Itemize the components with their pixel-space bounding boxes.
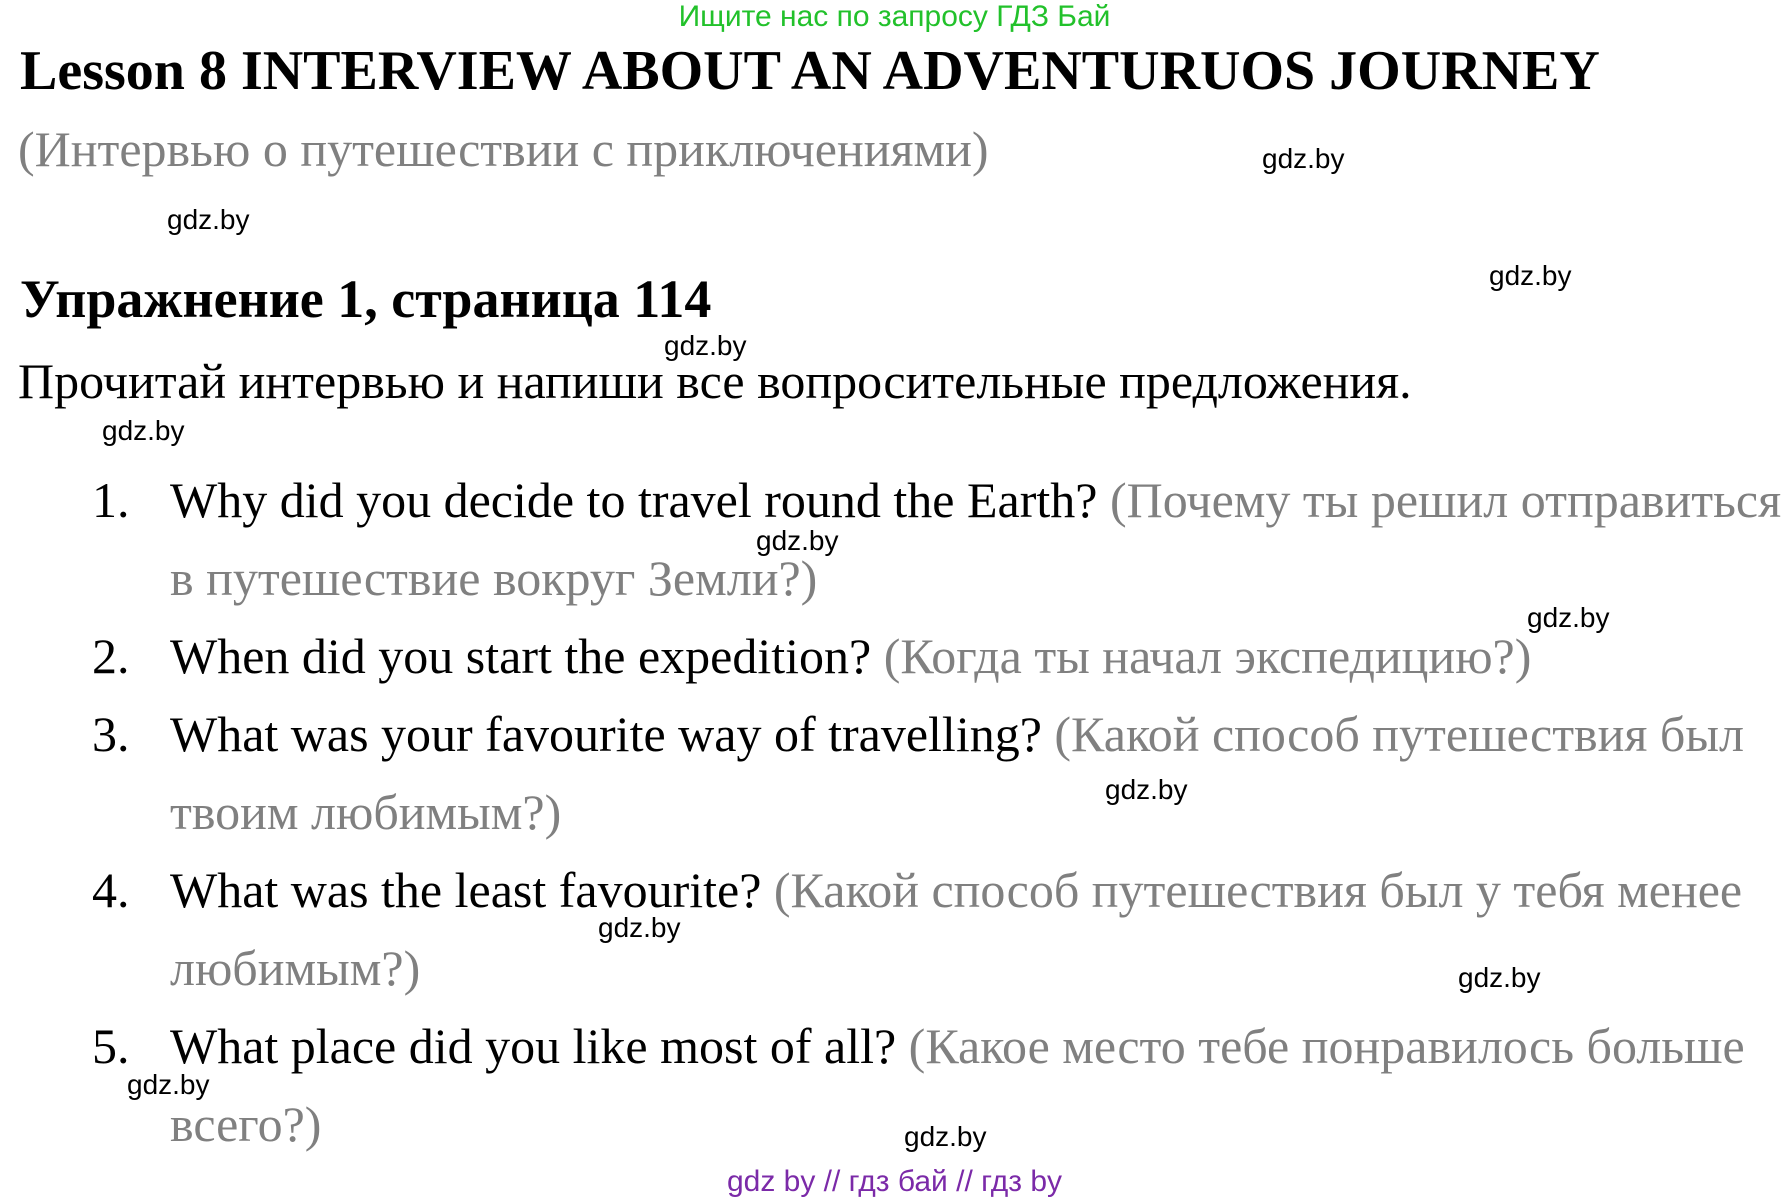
watermark: gdz.by: [1262, 143, 1345, 174]
answer-translation: (Почему ты решил отправиться в путешествие вокруг Земли?): [170, 472, 1782, 606]
answer-translation: (Какой способ путешествия был у тебя менее любимым?): [170, 862, 1743, 996]
watermark: gdz.by: [102, 415, 185, 446]
answer-number: 4.: [92, 862, 130, 918]
watermark: gdz.by: [1527, 602, 1610, 633]
answer-question: Why did you decide to travel round the Earth?: [170, 472, 1098, 528]
watermark: gdz.by: [598, 912, 681, 943]
watermark: gdz.by: [1458, 962, 1541, 993]
answer-list: [92, 461, 1782, 1163]
answer-question: What place did you like most of all?: [170, 1018, 897, 1074]
answer-translation: (Какое место тебе понравилось больше всего?): [170, 1018, 1745, 1152]
watermark: gdz.by: [904, 1121, 987, 1152]
answer-number: 5.: [92, 1018, 130, 1074]
search-banner: Ищите нас по запросу ГДЗ Бай: [678, 0, 1111, 33]
lesson-subtitle: (Интервью о путешествии с приключениями): [18, 121, 989, 177]
watermark: gdz.by: [664, 330, 747, 361]
answer-number: 1.: [92, 472, 130, 528]
answer-translation: (Какой способ путешествия был твоим любимым?): [170, 706, 1744, 840]
watermark: gdz.by: [127, 1069, 210, 1100]
lesson-title: Lesson 8 INTERVIEW ABOUT AN ADVENTURUOS JOURNEY: [20, 40, 1600, 102]
answer-item: [92, 695, 1782, 851]
answer-number: 2.: [92, 628, 130, 684]
answer-translation: (Когда ты начал экспедицию?): [883, 628, 1532, 684]
watermark: gdz.by: [756, 525, 839, 556]
answer-item: [92, 461, 1782, 617]
footer-links: gdz by // гдз бай // гдз by: [726, 1165, 1063, 1198]
watermark: gdz.by: [167, 204, 250, 235]
exercise-instruction: Прочитай интервью и напиши все вопросительные предложения.: [18, 353, 1412, 409]
answer-number: 3.: [92, 706, 130, 762]
watermark: gdz.by: [1489, 260, 1572, 291]
answer-question: What was the least favourite?: [170, 862, 762, 918]
exercise-title: Упражнение 1, страница 114: [20, 269, 712, 329]
watermark: gdz.by: [1105, 774, 1188, 805]
answer-question: What was your favourite way of travelling?: [170, 706, 1042, 762]
answer-question: When did you start the expedition?: [170, 628, 872, 684]
